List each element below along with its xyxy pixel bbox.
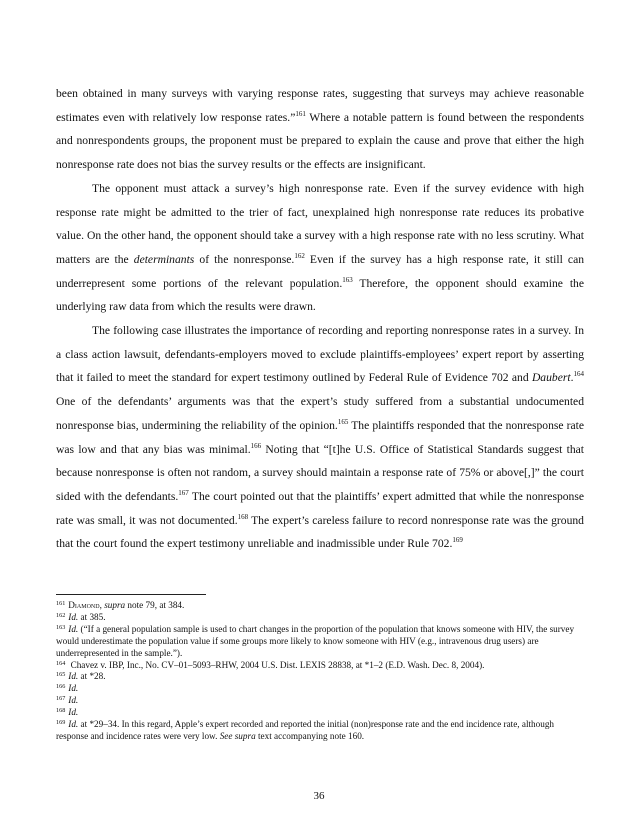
text-run: at 385. bbox=[78, 611, 106, 622]
footnote bbox=[56, 612, 588, 624]
italic-text: Daubert bbox=[531, 371, 571, 385]
text-run: at *28. bbox=[78, 671, 106, 682]
footnote bbox=[56, 671, 588, 683]
footnote-number: 166 bbox=[56, 683, 66, 691]
text-run: The expert’s careless failure to record nonresponse rate was the ground that the court found the expert testimony unreliable and inadmissible under Rule 702. bbox=[56, 513, 584, 551]
text-run: (“If a general population sample is used to chart changes in the proportion of the population that knows someone with HIV, the survey would underestimate the population value if some groups more likely to know someone with HIV (e.g., intravenous drug users) are underrepresented in the sample.”). bbox=[56, 623, 575, 658]
footnote-number: 164 bbox=[56, 659, 66, 667]
footnote-number: 165 bbox=[56, 671, 66, 679]
footnote-reference: 165 bbox=[337, 417, 349, 426]
text-run: The following case illustrates the importance of recording and reporting nonresponse rates in a survey. In a class action lawsuit, defendants-employers moved to exclude plaintiffs-employees’ expert report by asserting that it failed to meet the standard for expert testimony outlined by Federal Rule of Evidence 702 and bbox=[56, 324, 584, 385]
footnote-number: 162 bbox=[56, 611, 66, 619]
italic-text: Id. bbox=[68, 611, 79, 622]
small-caps-text: Diamond bbox=[68, 600, 100, 610]
text-run: Noting that “[t]he U.S. Office of Statistical Standards suggest that because nonresponse is often not random, a survey should maintain a response rate of 75% or above[,]” the court sided with the defendants. bbox=[56, 442, 584, 503]
text-run: The opponent must attack a survey’s high nonresponse rate. Even if the survey evidence with high response rate might be admitted to the trier of fact, unexplained high nonresponse rate reduces its probative value. On the other hand, the opponent should take a survey with a high response rate with no less scrutiny. What matters are the bbox=[56, 181, 584, 266]
footnote bbox=[56, 695, 588, 707]
text-run: of the nonresponse. bbox=[194, 252, 295, 266]
italic-text: determinants bbox=[133, 252, 195, 266]
footnote-number: 167 bbox=[56, 695, 66, 703]
footnote-number: 161 bbox=[56, 600, 66, 607]
footnotes bbox=[56, 600, 588, 743]
text-run: note 79, at 384. bbox=[125, 600, 185, 610]
italic-text: Id. bbox=[68, 695, 79, 706]
italic-text: See supra bbox=[219, 730, 256, 741]
text-run: Where a notable pattern is found between the respondents and nonrespondents groups, the proponent must be prepared to explain the cause and prove that either the high nonresponse rate does not bias the survey results or the effects are insignificant. bbox=[56, 110, 584, 172]
footnote bbox=[56, 683, 588, 695]
italic-text: Id. bbox=[68, 683, 79, 694]
text-run: at *29–34. In this regard, Apple’s expert recorded and reported the initial (non)response rate and the end incidence rate, although response and incidence rates were very low. bbox=[56, 719, 555, 741]
footnote bbox=[56, 624, 588, 660]
text-run: , bbox=[99, 600, 105, 610]
footnote bbox=[56, 600, 588, 612]
italic-text: Id. bbox=[68, 707, 79, 718]
footnote-reference: 169 bbox=[452, 536, 463, 545]
footnote-reference: 164 bbox=[573, 370, 584, 379]
footnote-reference: 168 bbox=[237, 512, 249, 521]
footnote-reference: 161 bbox=[295, 109, 306, 118]
italic-text: supra bbox=[104, 600, 126, 610]
footnote-number: 163 bbox=[56, 623, 66, 631]
footnote-reference: 167 bbox=[178, 488, 189, 497]
text-run: Therefore, the opponent should examine the underlying raw data from which the results were drawn. bbox=[56, 276, 584, 314]
footnote-reference: 162 bbox=[294, 251, 305, 260]
text-run: The court pointed out that the plaintiffs’ expert admitted that while the nonresponse rate was small, it was not documented. bbox=[56, 489, 585, 527]
text-run: text accompanying note 160. bbox=[255, 730, 365, 741]
text-run: Even if the survey has a high response rate, it still can underrepresent some portions of the relevant population. bbox=[56, 252, 585, 290]
italic-text: Id. bbox=[68, 671, 79, 682]
text-run: One of the defendants’ arguments was that the expert’s study suffered from a substantial undocumented nonresponse bias, undermining the reliability of the opinion. bbox=[56, 395, 584, 432]
italic-text: Id. bbox=[68, 623, 79, 634]
footnote-separator bbox=[56, 594, 206, 595]
footnote-reference: 163 bbox=[342, 275, 353, 284]
body-text bbox=[56, 82, 584, 556]
footnote bbox=[56, 719, 588, 743]
footnote-number: 168 bbox=[56, 707, 66, 715]
paragraph bbox=[56, 177, 584, 319]
page-number: 36 bbox=[313, 790, 325, 802]
text-run: been obtained in many surveys with varying response rates, suggesting that surveys may achieve reasonable estimates even with relatively low response rates.” bbox=[56, 87, 584, 124]
text-run: Chavez v. IBP, Inc., No. CV–01–5093–RHW, 2004 U.S. Dist. LEXIS 28838, at *1–2 (E.D. Wash. Dec. 8, 2004). bbox=[68, 659, 485, 670]
italic-text: Id. bbox=[68, 719, 79, 730]
footnote-number: 169 bbox=[56, 719, 66, 727]
paragraph bbox=[56, 82, 584, 177]
paragraph bbox=[56, 319, 584, 556]
text-run: . bbox=[570, 371, 574, 385]
text-run: The plaintiffs responded that the nonresponse rate was low and that any bias was minimal. bbox=[56, 418, 585, 456]
footnote bbox=[56, 660, 588, 672]
footnote bbox=[56, 707, 588, 719]
footnote-reference: 166 bbox=[250, 441, 262, 450]
